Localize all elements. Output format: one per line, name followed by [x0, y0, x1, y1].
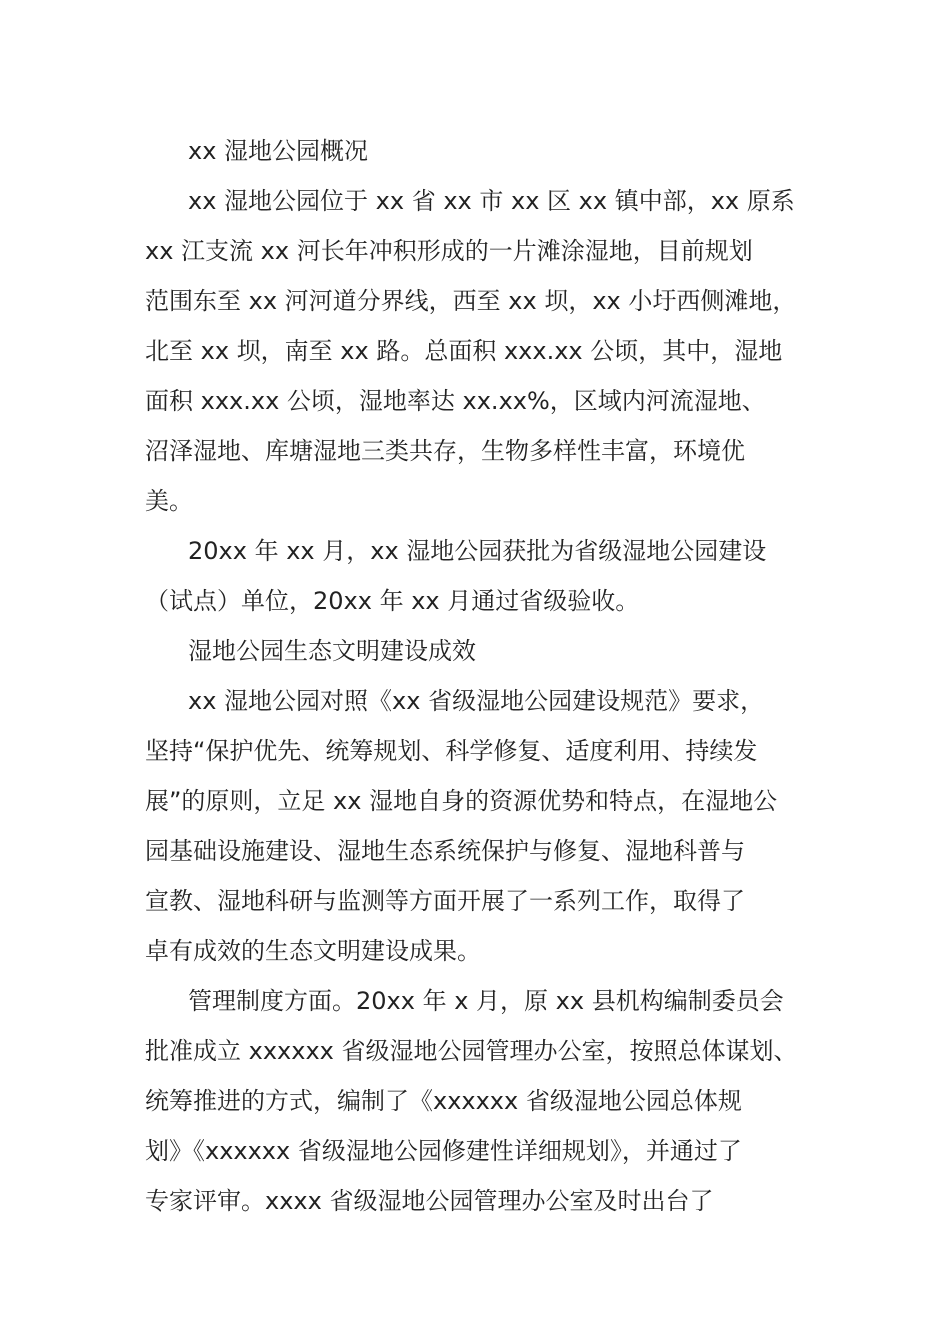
paragraph-line: 宣教、湿地科研与监测等方面开展了一系列工作，取得了: [145, 887, 745, 915]
paragraph-line: xx 湿地公园位于 xx 省 xx 市 xx 区 xx 镇中部，xx 原系: [188, 187, 795, 215]
paragraph-line: 坚持“保护优先、统筹规划、科学修复、适度利用、持续发: [145, 737, 758, 765]
paragraph-line: 专家评审。xxxx 省级湿地公园管理办公室及时出台了: [145, 1187, 714, 1215]
paragraph-line: 面积 xxx.xx 公顷，湿地率达 xx.xx%，区域内河流湿地、: [145, 387, 766, 415]
paragraph-line: 展”的原则，立足 xx 湿地自身的资源优势和特点，在湿地公: [145, 787, 778, 815]
paragraph-line: 批准成立 xxxxxx 省级湿地公园管理办公室，按照总体谋划、: [145, 1037, 798, 1065]
paragraph-line: 20xx 年 xx 月，xx 湿地公园获批为省级湿地公园建设: [188, 537, 767, 565]
document-body: [145, 126, 825, 1226]
paragraph-line: 园基础设施建设、湿地生态系统保护与修复、湿地科普与: [145, 837, 745, 865]
section-heading-overview: xx 湿地公园概况: [188, 137, 369, 165]
paragraph-line: xx 江支流 xx 河长年冲积形成的一片滩涂湿地，目前规划: [145, 237, 753, 265]
paragraph-line: 北至 xx 坝，南至 xx 路。总面积 xxx.xx 公顷，其中，湿地: [145, 337, 783, 365]
section-heading-achievements: 湿地公园生态文明建设成效: [188, 637, 476, 665]
paragraph-line: 沼泽湿地、库塘湿地三类共存，生物多样性丰富，环境优: [145, 437, 745, 465]
paragraph-line: 统筹推进的方式，编制了《xxxxxx 省级湿地公园总体规: [145, 1087, 742, 1115]
paragraph-line: 划》《xxxxxx 省级湿地公园修建性详细规划》，并通过了: [145, 1137, 742, 1165]
paragraph-line: （试点）单位，20xx 年 xx 月通过省级验收。: [145, 587, 640, 615]
paragraph-line: 卓有成效的生态文明建设成果。: [145, 937, 481, 965]
paragraph-line: 美。: [145, 487, 193, 515]
paragraph-line: 管理制度方面。20xx 年 x 月，原 xx 县机构编制委员会: [188, 987, 784, 1015]
paragraph-line: 范围东至 xx 河河道分界线，西至 xx 坝，xx 小圩西侧滩地，: [145, 287, 797, 315]
paragraph-line: xx 湿地公园对照《xx 省级湿地公园建设规范》要求，: [188, 687, 765, 715]
